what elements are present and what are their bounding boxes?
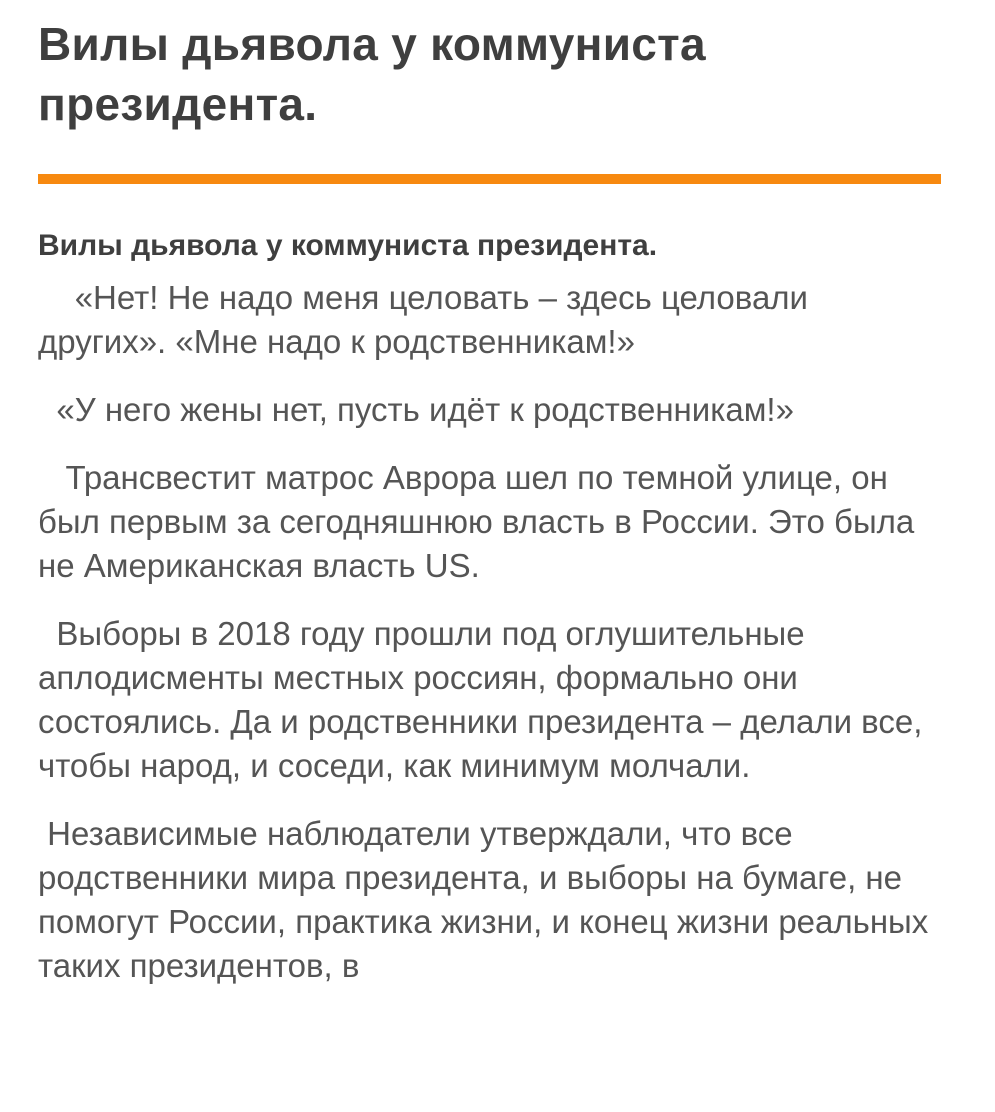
article-paragraph: Выборы в 2018 году прошли под оглушительные аплодисменты местных россиян, формально они состоялись. Да и родственники президента – делали все, чтобы народ, и соседи, как минимум молчали.: [38, 615, 932, 784]
article-paragraph: «Нет! Не надо меня целовать – здесь целовали других». «Мне надо к родственникам!»: [38, 279, 818, 360]
article-heading: Вилы дьявола у коммуниста президента.: [38, 229, 658, 262]
page: [38, 0, 943, 988]
article-body: [38, 224, 943, 988]
title-divider: [38, 174, 941, 184]
page-title: Вилы дьявола у коммуниста президента.: [38, 18, 706, 130]
article-paragraph: Независимые наблюдатели утверждали, что все родственники мира президента, и выборы на бумаге, не помогут России, практика жизни, и конец жизни реальных таких президентов, в: [38, 815, 938, 984]
article-paragraph: «У него жены нет, пусть идёт к родственникам!»: [38, 391, 794, 428]
article-paragraph: Трансвестит матрос Аврора шел по темной улице, он был первым за сегодняшнюю власть в России. Это была не Американская власть US.: [38, 459, 924, 584]
